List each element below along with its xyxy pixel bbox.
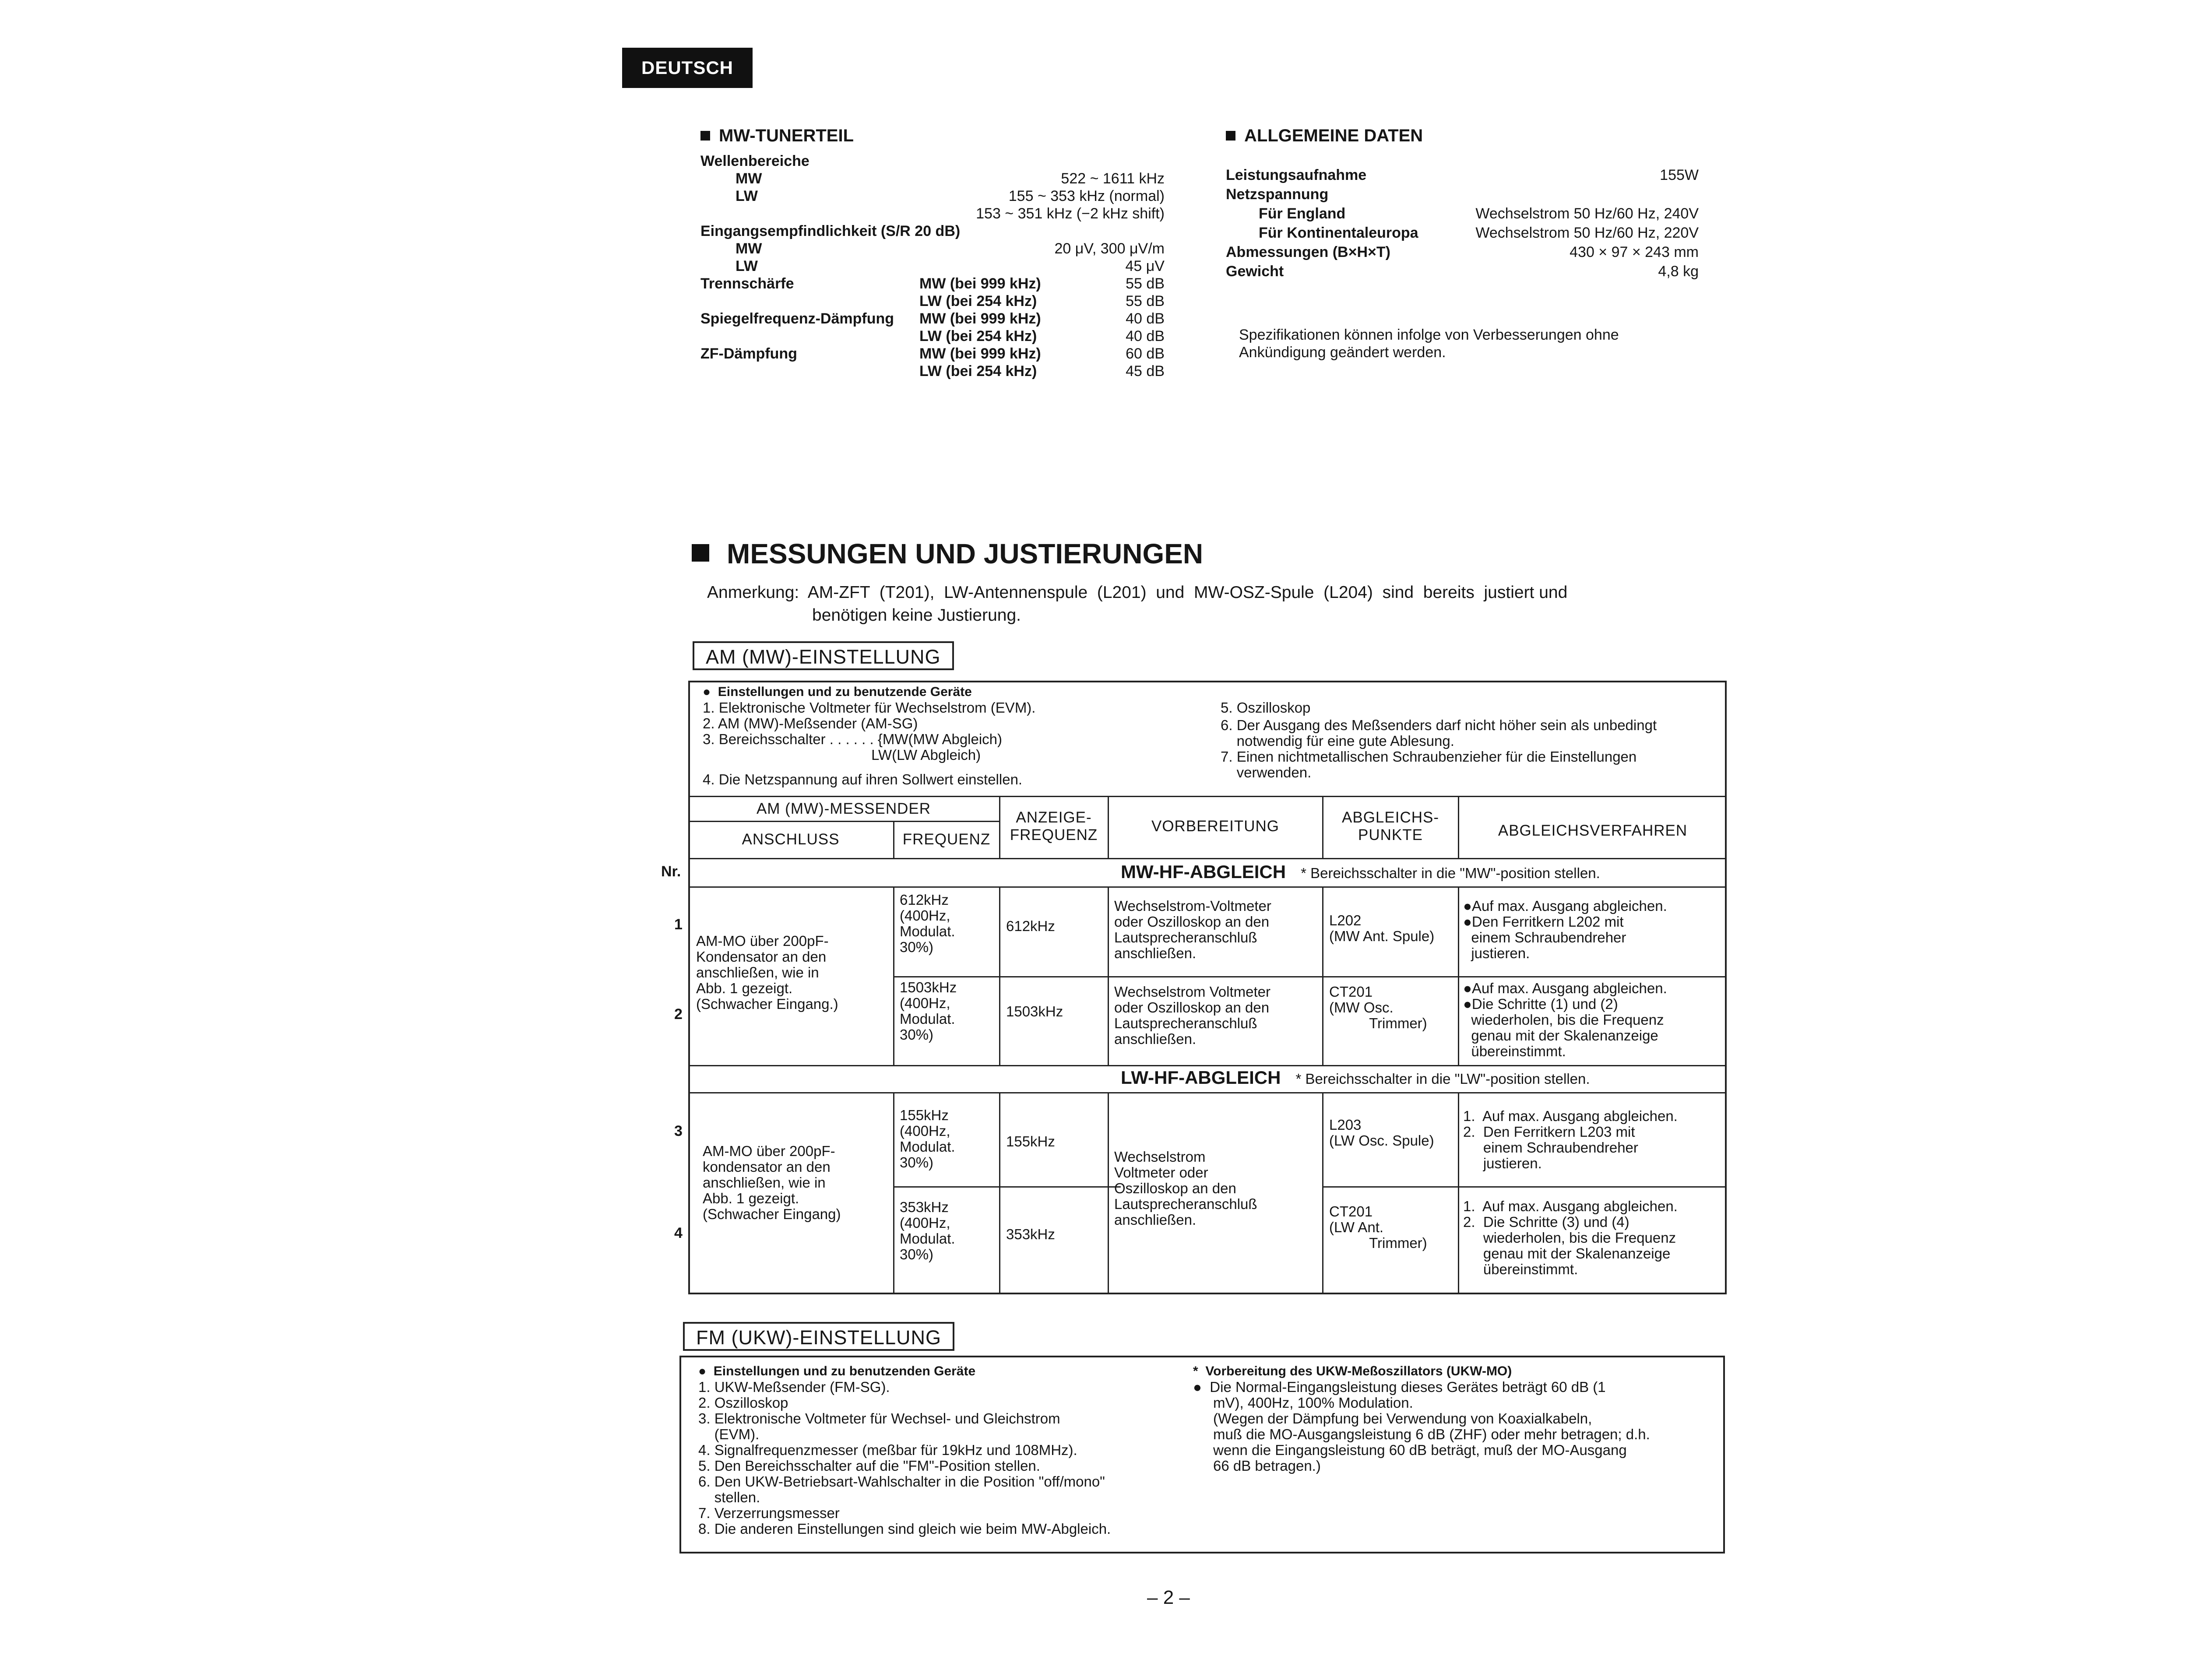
am-setup-title: Einstellungen und zu benutzende Geräte	[718, 685, 972, 699]
table-rule	[1108, 886, 1109, 1065]
spec-value: 60 dB	[1126, 345, 1165, 362]
table-rule	[1458, 886, 1459, 1065]
table-rule	[688, 1092, 1727, 1093]
nr-label: Nr.	[661, 863, 681, 880]
am-setup-item: 4. Die Netzspannung auf ihren Sollwert einstellen.	[703, 771, 1023, 787]
spec-value: 40 dB	[1126, 328, 1165, 344]
spec-note-line-1: Spezifikationen können infolge von Verbesserungen ohne	[1239, 327, 1619, 343]
col-header-anschluss: ANSCHLUSS	[742, 831, 840, 848]
fm-prep-title: Vorbereitung des UKW-Meßoszillators (UKW-MO)	[1205, 1364, 1512, 1378]
am-setup-item: 3. Bereichsschalter . . . . . . {MW(MW Abgleich)	[703, 731, 1003, 747]
lw-section-bar	[1121, 1067, 1590, 1088]
freq-cell: 1503kHz (400Hz, Modulat. 30%)	[900, 979, 957, 1043]
fm-preparation	[1193, 1364, 1650, 1474]
preparation-cell: Wechselstrom Voltmeter oder Oszilloskop an den Lautsprecheranschluß anschließen.	[1114, 984, 1271, 1047]
fm-setup-item: 8. Die anderen Einstellungen sind gleich wie beim MW-Abgleich.	[698, 1521, 1111, 1537]
am-setup-item: 7. Einen nichtmetallischen Schraubenzieher für die Einstellungen	[1221, 749, 1637, 765]
freq-cell: 612kHz (400Hz, Modulat. 30%)	[900, 892, 955, 955]
table-rule	[688, 858, 1727, 859]
am-table-header: AM (MW)-EINSTELLUNG	[693, 641, 954, 670]
freq-cell: 353kHz (400Hz, Modulat. 30%)	[900, 1199, 955, 1262]
fm-prep-line: Die Normal-Eingangsleistung dieses Gerätes beträgt 60 dB (1	[1210, 1379, 1606, 1395]
col-header-punkte: ABGLEICHS- PUNKTE	[1342, 809, 1439, 844]
spec-sub: LW (bei 254 kHz)	[919, 293, 1037, 309]
spec-sub: MW (bei 999 kHz)	[919, 345, 1041, 362]
table-rule	[688, 886, 1727, 888]
fm-prep-line: muß die MO-Ausgangsleistung 6 dB (ZHF) oder mehr betragen; d.h.	[1213, 1426, 1650, 1442]
table-rule	[1108, 1092, 1109, 1294]
spec-label: Spiegelfrequenz-Dämpfung	[700, 310, 894, 327]
am-setup-item: LW(LW Abgleich)	[703, 747, 981, 763]
spec-label: LW	[736, 188, 758, 204]
spec-note-line-2: Ankündigung geändert werden.	[1239, 344, 1446, 361]
procedure-cell: ●Auf max. Ausgang abgleichen. ●Den Ferritkern L202 mit einem Schraubendreher justieren.	[1463, 898, 1667, 961]
spec-label: MW	[736, 170, 762, 187]
spec-label: Eingangsempfindlichkeit (S/R 20 dB)	[700, 223, 961, 239]
section-note-line-2: benötigen keine Justierung.	[812, 606, 1021, 625]
spec-value: 155 ~ 353 kHz (normal)	[1008, 188, 1165, 204]
procedure-cell: 1. Auf max. Ausgang abgleichen. 2. Den Ferritkern L203 mit einem Schraubendreher justieren.	[1463, 1108, 1678, 1171]
fm-setup-item: 2. Oszilloskop	[698, 1395, 788, 1411]
am-setup-item: 2. AM (MW)-Meßsender (AM-SG)	[703, 715, 918, 731]
spec-label: MW	[736, 240, 762, 257]
spec-label: LW	[736, 258, 758, 274]
spec-value: 155W	[1660, 167, 1699, 183]
spec-value: 522 ~ 1611 kHz	[1061, 170, 1165, 187]
spec-label: ZF-Dämpfung	[700, 345, 797, 362]
table-rule	[893, 886, 894, 1065]
bullet-icon: ●	[1193, 1379, 1210, 1395]
fm-setup-left	[698, 1364, 1111, 1537]
spec-sub: MW (bei 999 kHz)	[919, 275, 1041, 292]
procedure-cell: 1. Auf max. Ausgang abgleichen. 2. Die Schritte (3) und (4) wiederholen, bis die Frequenz genau mit der Skalenanzeige übereinstimmt.	[1463, 1198, 1678, 1277]
spec-label: Gewicht	[1226, 263, 1284, 280]
table-rule	[688, 821, 999, 822]
am-setup-left	[703, 684, 1035, 787]
fm-prep-line: mV), 400Hz, 100% Modulation.	[1213, 1395, 1413, 1411]
fm-setup-item: stellen.	[698, 1489, 760, 1505]
section-title: MESSUNGEN UND JUSTIERUNGEN	[727, 538, 1204, 569]
am-setup-item: notwendig für eine gute Ablesung.	[1221, 733, 1454, 749]
spec-value: 45 μV	[1125, 258, 1165, 274]
adjust-point-cell: CT201 (LW Ant. Trimmer)	[1329, 1203, 1427, 1251]
table-rule	[1458, 1092, 1459, 1294]
spec-sub: LW (bei 254 kHz)	[919, 363, 1037, 380]
spec-value: 55 dB	[1126, 293, 1165, 309]
table-rule	[893, 1092, 894, 1294]
table-rule	[893, 1186, 1121, 1188]
am-setup-item: verwenden.	[1221, 764, 1312, 780]
row-number: 1	[674, 916, 683, 933]
bullet-icon: ●	[703, 685, 718, 699]
spec-sub: LW (bei 254 kHz)	[919, 328, 1037, 344]
square-bullet-icon	[700, 131, 710, 141]
mw-connection-cell: AM-MO über 200pF- Kondensator an den anschließen, wie in Abb. 1 gezeigt. (Schwacher Eingang.)	[696, 933, 838, 1012]
table-rule	[688, 796, 1727, 797]
am-setup-item: 6. Der Ausgang des Meßsenders darf nicht höher sein als unbedingt	[1221, 717, 1657, 733]
mw-section-note: * Bereichsschalter in die "MW"-position stellen.	[1301, 865, 1600, 881]
spec-label: Trennschärfe	[700, 275, 794, 292]
mw-tuner-heading	[700, 126, 854, 146]
fm-setup-item: 7. Verzerrungsmesser	[698, 1505, 840, 1521]
spec-label: Für Kontinentaleuropa	[1259, 225, 1418, 241]
lw-section-title: LW-HF-ABGLEICH	[1121, 1067, 1281, 1088]
adjust-point-cell: L203 (LW Osc. Spule)	[1329, 1117, 1434, 1149]
table-rule	[999, 1092, 1000, 1294]
am-setup-right	[1221, 700, 1657, 780]
spec-label: Leistungsaufnahme	[1226, 167, 1367, 183]
col-header-am-generator: AM (MW)-MESSENDER	[756, 800, 931, 817]
square-bullet-icon	[692, 544, 709, 562]
table-rule	[1322, 1186, 1727, 1188]
display-freq-cell: 612kHz	[1006, 918, 1055, 934]
spec-value: Wechselstrom 50 Hz/60 Hz, 240V	[1475, 205, 1699, 222]
fm-prep-line: wenn die Eingangsleistung 60 dB beträgt, muß der MO-Ausgang	[1213, 1442, 1627, 1458]
language-badge: DEUTSCH	[622, 48, 753, 88]
general-data-heading	[1226, 126, 1423, 146]
fm-setup-item: 3. Elektronische Voltmeter für Wechsel- und Gleichstrom	[698, 1410, 1060, 1427]
col-header-verfahren: ABGLEICHSVERFAHREN	[1498, 822, 1688, 839]
preparation-cell: Wechselstrom-Voltmeter oder Oszilloskop an den Lautsprecheranschluß anschließen.	[1114, 898, 1271, 961]
bullet-icon: ●	[698, 1364, 714, 1378]
adjust-point-cell: CT201 (MW Osc. Trimmer)	[1329, 984, 1427, 1031]
section-note-line-1: Anmerkung: AM-ZFT (T201), LW-Antennenspule (L201) und MW-OSZ-Spule (L204) sind bereits justiert und	[707, 583, 1568, 602]
fm-setup-item: 4. Signalfrequenzmesser (meßbar für 19kHz und 108MHz).	[698, 1442, 1077, 1458]
fm-setup-item: 1. UKW-Meßsender (FM-SG).	[698, 1379, 890, 1395]
table-rule	[893, 976, 1727, 977]
spec-value: 55 dB	[1126, 275, 1165, 292]
spec-value: 45 dB	[1126, 363, 1165, 380]
row-number: 2	[674, 1006, 683, 1023]
table-rule	[688, 1065, 1727, 1066]
mw-section-bar	[1121, 861, 1600, 882]
fm-setup-item: 5. Den Bereichsschalter auf die "FM"-Position stellen.	[698, 1458, 1040, 1474]
display-freq-cell: 155kHz	[1006, 1133, 1055, 1149]
fm-setup-item: (EVM).	[698, 1426, 760, 1442]
spec-value: 40 dB	[1126, 310, 1165, 327]
table-rule	[1322, 886, 1323, 1065]
spec-value: Wechselstrom 50 Hz/60 Hz, 220V	[1475, 225, 1699, 241]
lw-connection-cell: AM-MO über 200pF- kondensator an den anschließen, wie in Abb. 1 gezeigt. (Schwacher Eingang)	[703, 1143, 841, 1222]
display-freq-cell: 1503kHz	[1006, 1003, 1063, 1019]
mw-tuner-title: MW-TUNERTEIL	[719, 126, 854, 145]
spec-value: 430 × 97 × 243 mm	[1570, 244, 1699, 260]
col-header-vorbereitung: VORBEREITUNG	[1151, 818, 1280, 835]
lw-preparation-cell: Wechselstrom Voltmeter oder Oszilloskop an den Lautsprecheranschluß anschließen.	[1114, 1149, 1257, 1228]
procedure-cell: ●Auf max. Ausgang abgleichen. ●Die Schritte (1) und (2) wiederholen, bis die Frequenz genau mit der Skalenanzeige übereinstimmt.	[1463, 980, 1667, 1059]
am-setup-item: 1. Elektronische Voltmeter für Wechselstrom (EVM).	[703, 699, 1036, 716]
general-data-specs	[1226, 166, 1699, 282]
table-rule	[1322, 1092, 1323, 1294]
spec-value: 4,8 kg	[1658, 263, 1699, 280]
col-header-frequenz: FREQUENZ	[902, 831, 991, 848]
asterisk-icon: *	[1193, 1364, 1206, 1378]
am-setup-item: 5. Oszilloskop	[1221, 699, 1311, 716]
spec-sub: MW (bei 999 kHz)	[919, 310, 1041, 327]
square-bullet-icon	[1226, 131, 1235, 141]
freq-cell: 155kHz (400Hz, Modulat. 30%)	[900, 1107, 955, 1170]
page-number: – 2 –	[1147, 1587, 1190, 1608]
adjust-point-cell: L202 (MW Ant. Spule)	[1329, 912, 1435, 944]
spec-value: 153 ~ 351 kHz (−2 kHz shift)	[976, 205, 1165, 222]
display-freq-cell: 353kHz	[1006, 1226, 1055, 1242]
spec-label: Wellenbereiche	[700, 153, 809, 169]
general-data-title: ALLGEMEINE DATEN	[1244, 126, 1423, 145]
section-heading	[692, 538, 1203, 570]
fm-setup-title: Einstellungen und zu benutzenden Geräte	[713, 1364, 976, 1378]
fm-prep-line: 66 dB betragen.)	[1213, 1458, 1321, 1474]
spec-label: Abmessungen (B×H×T)	[1226, 244, 1390, 260]
lw-section-note: * Bereichsschalter in die "LW"-position stellen.	[1295, 1071, 1590, 1087]
fm-prep-line: (Wegen der Dämpfung bei Verwendung von Koaxialkabeln,	[1213, 1410, 1592, 1427]
table-rule	[999, 886, 1000, 1065]
mw-tuner-specs	[700, 152, 1165, 380]
fm-table-header: FM (UKW)-EINSTELLUNG	[683, 1322, 954, 1351]
spec-value: 20 μV, 300 μV/m	[1054, 240, 1165, 257]
col-header-anzeige: ANZEIGE- FREQUENZ	[1010, 809, 1098, 844]
row-number: 4	[674, 1225, 683, 1241]
row-number: 3	[674, 1123, 683, 1139]
mw-section-title: MW-HF-ABGLEICH	[1121, 861, 1286, 882]
spec-label: Für England	[1259, 205, 1346, 222]
fm-setup-item: 6. Den UKW-Betriebsart-Wahlschalter in die Position "off/mono"	[698, 1473, 1105, 1490]
spec-label: Netzspannung	[1226, 186, 1329, 203]
